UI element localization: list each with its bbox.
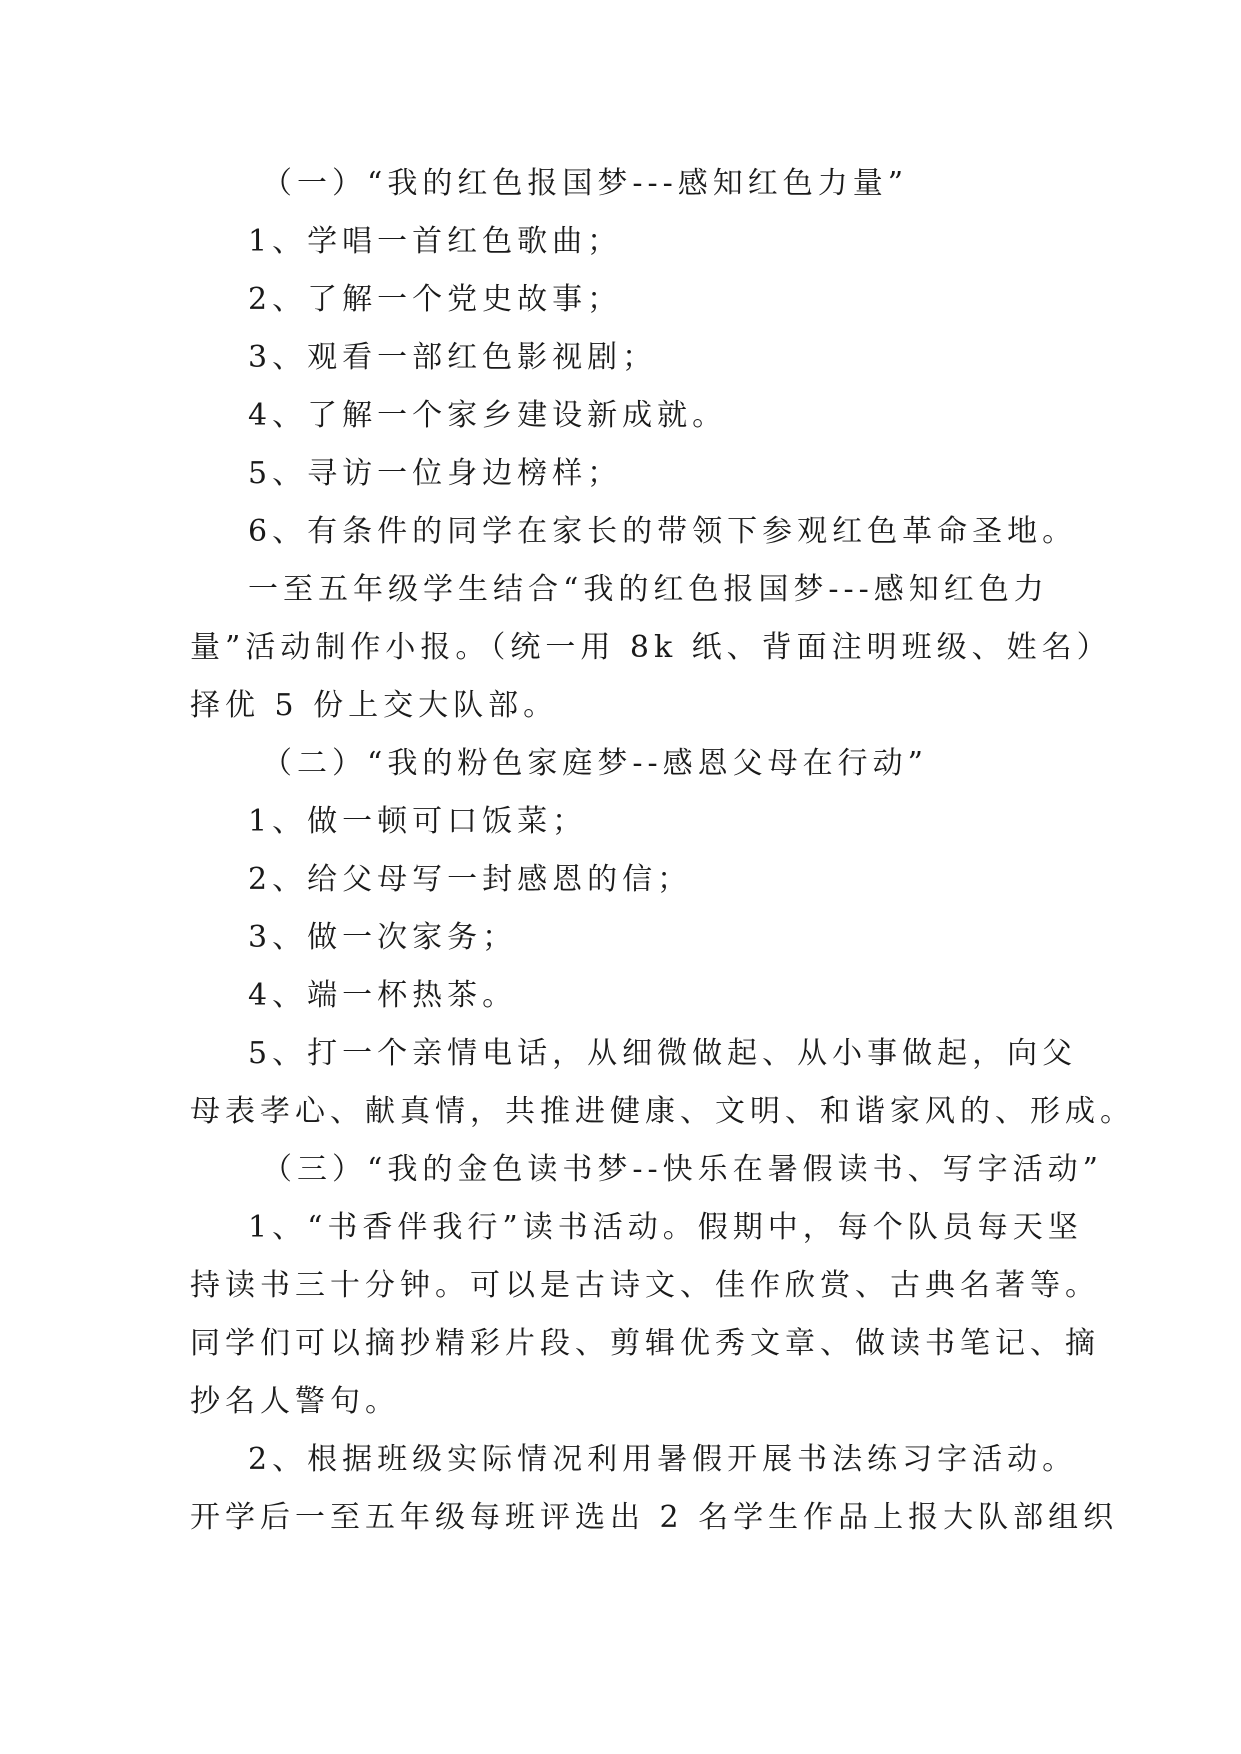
paragraph-line: 5、打一个亲情电话，从细微做起、从小事做起，向父 [248, 1036, 1078, 1071]
paragraph-line: 2、根据班级实际情况利用暑假开展书法练习字活动。 [248, 1442, 1078, 1477]
list-item: 3、做一次家务； [248, 920, 518, 955]
list-item: 3、观看一部红色影视剧； [248, 340, 658, 375]
list-item: 2、了解一个党史故事； [248, 282, 623, 317]
paragraph-line: 持读书三十分钟。可以是古诗文、佳作欣赏、古典名著等。 [190, 1268, 1100, 1303]
paragraph-line: 1、“书香伴我行”读书活动。假期中，每个队员每天坚 [248, 1210, 1083, 1245]
list-item: 2、给父母写一封感恩的信； [248, 862, 693, 897]
list-item: 4、端一杯热茶。 [248, 978, 518, 1013]
list-item: 4、了解一个家乡建设新成就。 [248, 398, 728, 433]
paragraph-line: 开学后一至五年级每班评选出 2 名学生作品上报大队部组织 [190, 1500, 1119, 1535]
paragraph-line: 量”活动制作小报。（统一用 8k 纸、背面注明班级、姓名） [190, 630, 1112, 665]
paragraph-line: 同学们可以摘抄精彩片段、剪辑优秀文章、做读书笔记、摘 [190, 1326, 1100, 1361]
section-1-heading: （一）“我的红色报国梦---感知红色力量” [262, 166, 909, 201]
section-2-heading: （二）“我的粉色家庭梦--感恩父母在行动” [262, 746, 928, 781]
list-item: 5、寻访一位身边榜样； [248, 456, 623, 491]
paragraph-line: 母表孝心、献真情，共推进健康、文明、和谐家风的、形成。 [190, 1094, 1135, 1129]
list-item: 1、学唱一首红色歌曲； [248, 224, 623, 259]
paragraph-line: 择优 5 份上交大队部。 [190, 688, 559, 723]
section-3-heading: （三）“我的金色读书梦--快乐在暑假读书、写字活动” [262, 1152, 1103, 1187]
paragraph-line: 抄名人警句。 [190, 1384, 400, 1419]
list-item: 1、做一顿可口饭菜； [248, 804, 588, 839]
list-item: 6、有条件的同学在家长的带领下参观红色革命圣地。 [248, 514, 1078, 549]
paragraph-line: 一至五年级学生结合“我的红色报国梦---感知红色力 [248, 572, 1049, 607]
